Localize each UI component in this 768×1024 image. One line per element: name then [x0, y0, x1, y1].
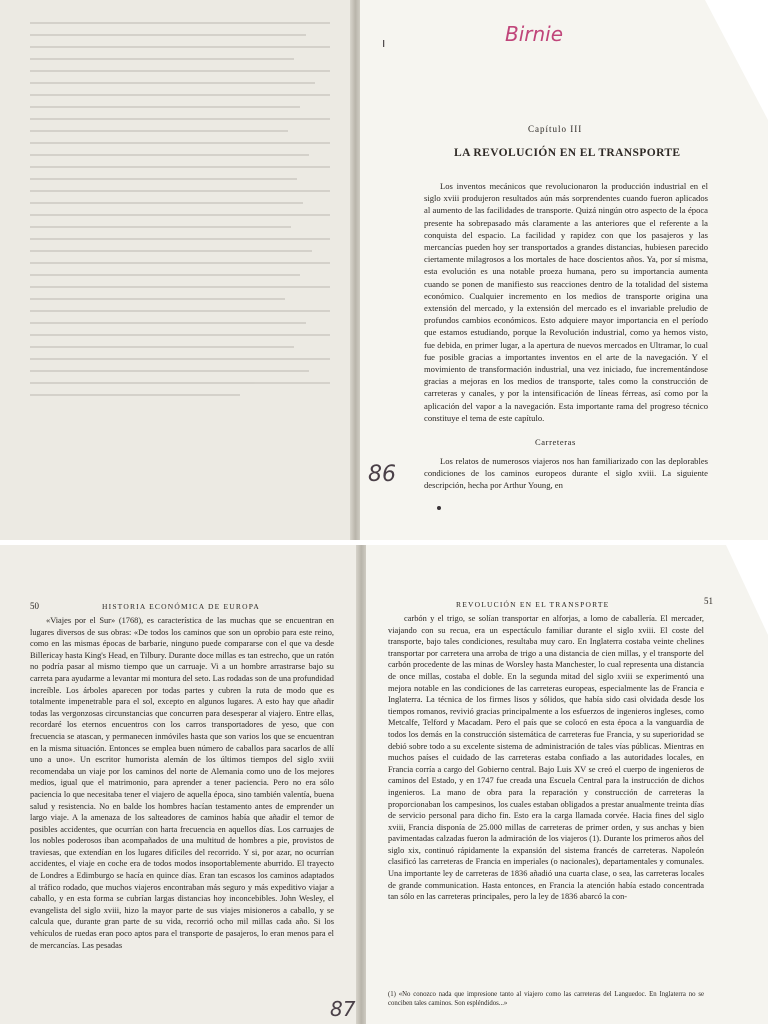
handwritten-author-name: Birnie: [505, 22, 564, 46]
footnote: (1) «No conozco nada que impresione tanto al viajero como las carreteras del Languedoc. En Inglaterra no se conciben tales caminos. Son espléndidos...»: [388, 991, 704, 1007]
ghost-text-block: [30, 22, 330, 442]
ink-dot: [437, 506, 441, 510]
handwritten-page-number-86: 86: [368, 462, 396, 487]
left-page-bleed-through: [0, 0, 352, 540]
right-page-paragraphs: carbón y el trigo, se solían transportar en alforjas, a lomo de caballería. El mercader, viajando con su recua, era un espectáculo familiar durante el siglo xviii. El coste del transporte, bajo tales condiciones, resultaba muy caro. En Inglaterra costaba veinte chelines transportar por carretera una arroba de trigo a una distancia de cien millas, y el transporte del carbón procedente de las minas de Worsley hasta Manchester, lo cual representa una distancia de once millas, costaba el doble. En la segunda mitad del siglo xviii se experimentó una mejora notable en las condiciones de las carreteras europeas, especialmente las de Francia e Inglaterra. La técnica de los firmes lisos y sólidos, que había sido casi olvidada desde los tiempos romanos, revivió gracias principalmente a los esfuerzos de ingenieros ingleses, como Metcalfe, Telford y Macadam. Pero el país que se colocó en esta época a la vanguardia de todos los demás en la construcción sistemática de carreteras fue Francia, y su superioridad se debió sobre todo a su excelente sistema de administración de tales vías públicas. Mientras en muchos países el cuidado de las carreteras estaba confiado a las autoridades locales, en Francia corría a cargo del Gobierno central. Bajo Luis XV se creó el cuerpo de ingenieros de caminos del Estado, y en 1747 fue creada una Escuela Central para la instrucción de dichos ingenieros. La mano de obra para la reparación y construcción de carreteras la proporcionaban los campesinos, los cuales estaban obligados a prestar anualmente treinta días de servicio personal para dicho fin. Esto era la carga llamada corvée. Hacia fines del siglo xviii, Francia disponía de 25.000 millas de carreteras de primer orden, y sus anchas y bien pavimentadas calzadas fueron la admiración de los viajeros (1). Durante los primeros años del siglo xix, continuó rápidamente la expansión del sistema francés de carreteras. Napoleón clasificó las carreteras de Francia en imperiales (o nacionales), departamentales y comunales. Una importante ley de carreteras de 1836 añadió una cuarta clase, o sea, las carreteras locales de grande communication. Hasta entonces, en Francia la atención había estado concentrada tan sólo en las carreteras principales, pero la ley de 1836 abarcó la con-: [388, 614, 704, 902]
page-number-right: 51: [704, 596, 713, 606]
handwritten-page-number-87: 87: [330, 997, 356, 1021]
right-page-text: [388, 613, 704, 903]
section-heading-carreteras: Carreteras: [535, 437, 576, 447]
section-first-paragraph: [424, 455, 708, 492]
chapter-label: Capítulo III: [528, 124, 583, 134]
bottom-book-spread: [0, 545, 768, 1024]
running-head-left: HISTORIA ECONÓMICA DE EUROPA: [102, 602, 260, 611]
left-page-paragraphs: «Viajes por el Sur» (1768), es característica de las muchas que se encuentran en lugares diversos de sus obras: «De todos los caminos que son un oprobio para este reino, como en las mismas épocas de barbarie, ninguno puede compararse con el que va desde Billericay hasta King's Head, en Tilbury. Durante doce millas es tan estrecho, que un ratón no podría pasar al mismo tiempo que un carruaje. Vi a un hombre arrastrarse bajo su carreta para ayudarme a levantar mi montura del seto. Las rodadas son de una profundidad increíble. Los árboles aparecen por todas partes y cubren la ruta de modo que es totalmente impenetrable para el sol, excepto en algunos lugares. A esto hay que añadir todas las vergonzosas circunstancias que concurren para desesperar al viajero. Entre ellas, recordaré los eternos encuentros con los carros transportadores de yeso, que con frecuencia se atascan, y permanecen inmóviles hasta que son varios los que se encuentran en la misma situación. Entonces se emplea buen número de caballos para sacarlos de allí uno a uno». Un escritor humorista alemán de los últimos tiempos del siglo xviii recomendaba un viaje por los caminos del norte de Alemania como uno de los mejores medios, igual que el matrimonio, para aprender a tener paciencia. Pero no era sólo paciencia lo que necesitaba tener el viajero de aquella época, sino también valentía, buena salud y resistencia. No en balde los hombres hacían testamento antes de emprender un largo viaje. A la amenaza de los salteadores de caminos había que añadir el temor de posibles accidentes, que ocurrían con harta frecuencia en aquellos días. Los carruajes de los nobles poderosos iban acompañados de una multitud de hombres a pie, provistos de traviesas, que extendían en los lugares difíciles del recorrido. Y si, por azar, no ocurrían accidentes, el viaje en coche era de todos modos insoportablemente aburrido. El trayecto de Londres a Edimburgo se hacía en quince días. Eran tan escasos los caminos adaptados al tráfico rodado, que muchos viajeros encontraban más seguro y más expeditivo viajar a caballo, y en esta forma se cubrían largas distancias hoy inconcebibles. John Wesley, el evangelista del siglo xviii, hizo la mayor parte de sus viajes misioneros a caballo, y se calcula que, durante gran parte de su vida, recorrió ocho mil millas cada año. Si los vehículos de ruedas eran poco aptos para el transporte de pasajeros, lo eran menos para el de mercancías. Las pesadas: [30, 616, 334, 950]
page-corner: [708, 545, 768, 635]
ink-mark: ı: [382, 36, 386, 50]
running-head-right: REVOLUCIÓN EN EL TRANSPORTE: [456, 600, 610, 609]
chapter-intro-text: Los inventos mecánicos que revolucionaron la producción industrial en el siglo xviii produjeron resultados aún más sorprendentes cuando fueron aplicados al aumento de las facilidades de transporte. Quizá ningún otro aspecto de la época presente ha sobrepasado más claramente a las anteriores que el referente a la conquista del espacio. La facilidad y rapidez con que los pasajeros y las mercancías pueden hoy ser transportados a grandes distancias, hubiesen parecido ciertamente milagrosos a los mortales de hace doscientos años. Ya, por sí misma, esta evolución es una notable proeza humana, pero su importancia aumenta cuando se ponen de manifiesto sus reacciones dentro de la totalidad del sistema económico. Cualquier incremento en los medios de transporte origina una extensión del mercado, y la extensión del mercado es el invariable preludio de profundos cambios económicos. Esto adquiere mayor importancia en el período que estamos estudiando, porque la Revolución industrial, como ya hemos visto, fue debida, en primer lugar, a la apertura de nuevos mercados en Ultramar, lo cual fue posible gracias a importantes inventos en el arte de la navegación. Y el movimiento de transformación industrial, una vez iniciado, fue incrementándose gracias a mejoras en los medios de transporte, tales como la construcción de carreteras y canales, y por la intensificación de líneas férreas, así como por la aplicación del vapor a la navegación. Esta importante rama del progreso técnico constituye el tema de este capítulo.: [424, 181, 708, 423]
page-number-left: 50: [30, 601, 39, 611]
chapter-title: LA REVOLUCIÓN EN EL TRANSPORTE: [454, 147, 681, 159]
page-corner: [678, 0, 768, 120]
left-page-text: [30, 615, 334, 951]
section-first-text: Los relatos de numerosos viajeros nos han familiarizado con las deplorables condiciones de los caminos europeos durante el siglo xviii. La siguiente descripción, hecha por Arthur Young, en: [424, 456, 708, 491]
chapter-intro-paragraph: [424, 180, 708, 424]
